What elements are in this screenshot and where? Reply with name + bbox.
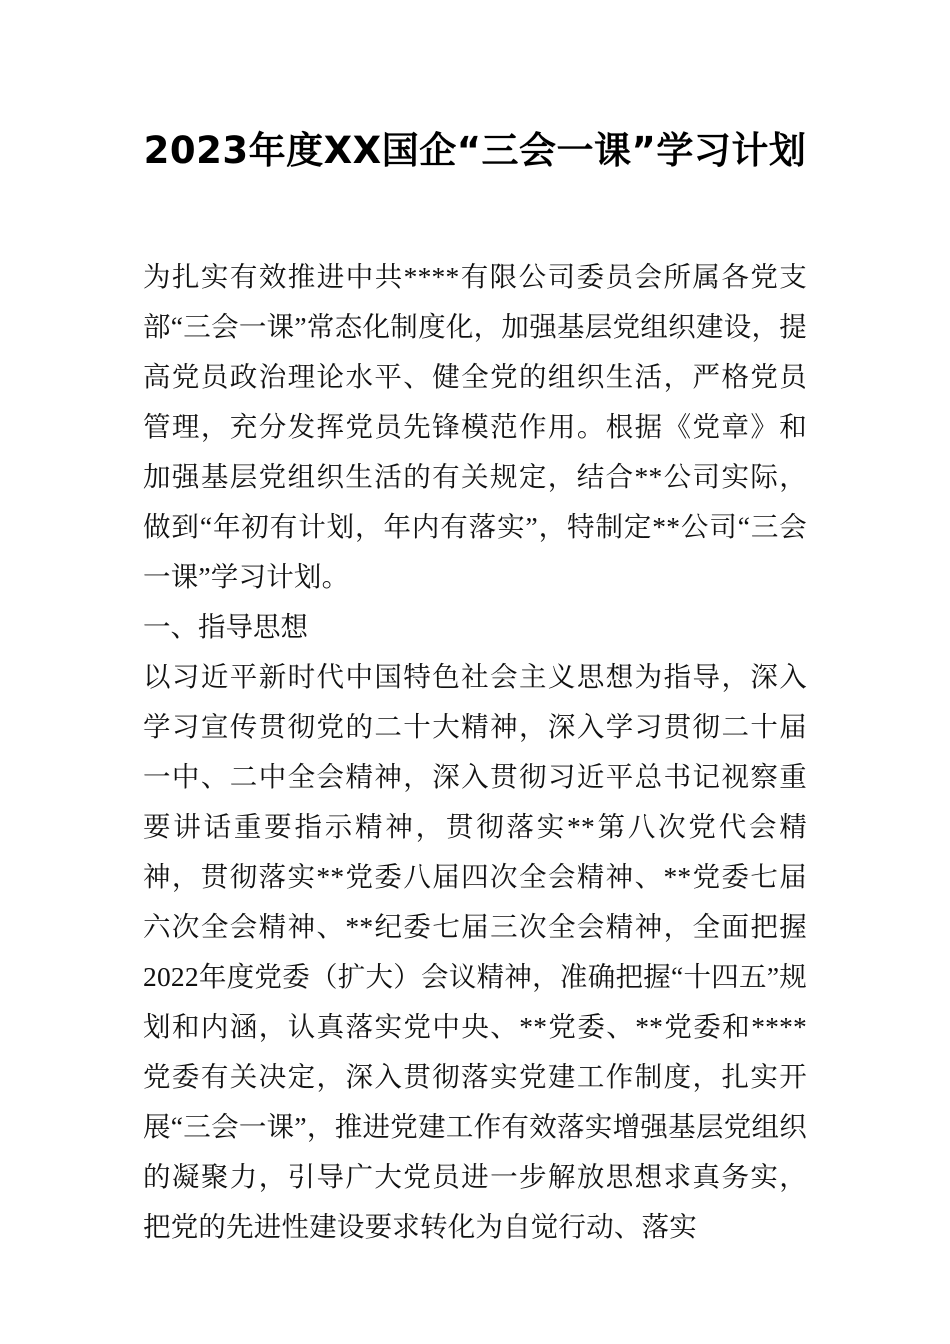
page-title: 2023年度XX国企“三会一课”学习计划: [143, 129, 807, 172]
document-body: [143, 252, 807, 1252]
intro-paragraph: 为扎实有效推进中共****有限公司委员会所属各党支部“三会一课”常态化制度化，加强基层党组织建设，提高党员政治理论水平、健全党的组织生活，严格党员管理，充分发挥党员先锋模范作用。根据《党章》和加强基层党组织生活的有关规定，结合**公司实际，做到“年初有计划，年内有落实”，特制定**公司“三会一课”学习计划。: [143, 260, 807, 592]
guiding-ideology-paragraph: 以习近平新时代中国特色社会主义思想为指导，深入学习宣传贯彻党的二十大精神，深入学习贯彻二十届一中、二中全会精神，深入贯彻习近平总书记视察重要讲话重要指示精神，贯彻落实**第八次党代会精神，贯彻落实**党委八届四次全会精神、**党委七届六次全会精神、**纪委七届三次全会精神，全面把握2022年度党委（扩大）会议精神，准确把握“十四五”规划和内涵，认真落实党中央、**党委、**党委和****党委有关决定，深入贯彻落实党建工作制度，扎实开展“三会一课”，推进党建工作有效落实增强基层党组织的凝聚力，引导广大党员进一步解放思想求真务实，把党的先进性建设要求转化为自觉行动、落实: [143, 660, 807, 1242]
section-heading-guiding-ideology: 一、指导思想: [143, 610, 308, 642]
